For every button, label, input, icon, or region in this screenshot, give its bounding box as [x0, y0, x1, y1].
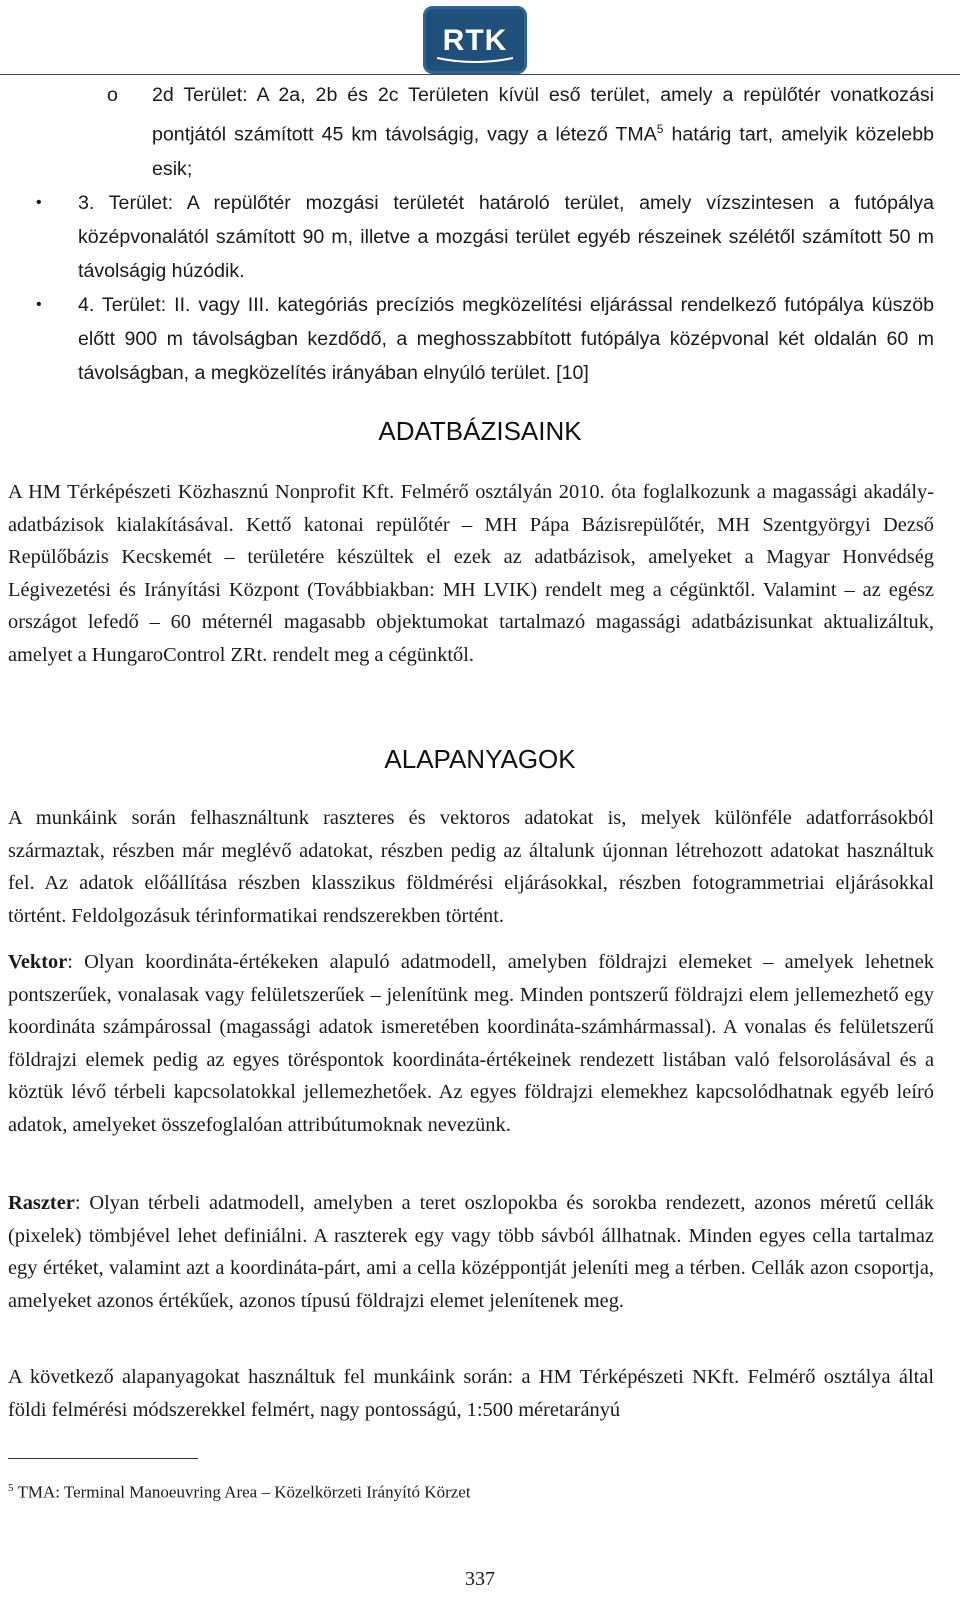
term-vector: Vektor — [8, 951, 68, 973]
paragraph-raster — [8, 1187, 934, 1317]
list-marker-o: o — [107, 84, 118, 106]
footnote-text: TMA: Terminal Manoeuvring Area – Közelkörzeti Irányító Körzet — [17, 1482, 471, 1502]
area-list — [0, 78, 960, 390]
svg-text:RTK: RTK — [442, 24, 508, 57]
paragraph-materials-intro: A munkáink során felhasználtunk raszteres és vektoros adatokat is, melyek különféle adatforrásokból származtak, részben már meglévő adatokat, részben pedig az általunk újonnan létrehozott adatokat használtuk fel. Az adatok előállítása részben klasszikus földmérési eljárásokkal, részben fotogrammetriai eljárásokkal történt. Feldolgozásuk térinformatikai rendszerekben történt. — [8, 807, 934, 927]
section-heading-databases: ADATBÁZISAINK — [378, 416, 582, 446]
rtk-logo-mark — [423, 6, 527, 74]
list-item-text: 4. Terület: II. vagy III. kategóriás precíziós megközelítési eljárással rendelkező futópálya küszöb előtt 900 m távolságban kezdődő, a meghosszabbított futópálya középvonal két oldalán 60 m távolságban, a megközelítés irányában elnyúló terület. [10] — [78, 293, 934, 384]
bullet-icon: • — [36, 193, 42, 211]
paragraph-materials-list: A következő alapanyagokat használtuk fel munkáink során: a HM Térképészeti NKft. Felmérő osztálya által földi felmérési módszerekkel felmért, nagy pontosságú, 1:500 méretarányú — [8, 1366, 934, 1421]
paragraph-databases: A HM Térképészeti Közhasznú Nonprofit Kft. Felmérő osztályán 2010. óta foglalkozunk a magassági akadály-adatbázisok kialakításával. Kettő katonai repülőtér – MH Pápa Bázisrepülőtér, MH Szentgyörgyi Dezső Repülőbázis Kecskemét – területére készültek el ezek az adatbázisok, amelyeket a Magyar Honvédség Légivezetési és Irányítási Központ (Továbbiakban: MH LVIK) rendelt meg a cégünktől. Valamint – az egész országot lefedő – 60 méternél magasabb objektumokat tartalmazó magassági adatbázisunkat aktualizáltuk, amelyet a HungaroControl ZRt. rendelt meg a cégünktől. — [8, 481, 934, 666]
footnote-number: 5 — [8, 1482, 14, 1494]
definition-vector: : Olyan koordináta-értékeken alapuló adatmodell, amelyben földrajzi elemeket – amelyek lehetnek pontszerűek, vonalasak vagy felületszerűek – jelenítünk meg. Minden pontszerű földrajzi elem jellemezhető egy koordináta számpárossal (magassági adatok ismeretében koordináta-számhármassal). A vonalas és felületszerű földrajzi elemek pedig az egyes töréspontok koordináta-értékeinek rendezett listában való felsorolásával és a köztük lévő térbeli kapcsolatokkal jellemezhetőek. Az egyes földrajzi elemekhez kapcsolódhatnak egyéb leíró adatok, amelyeket összefoglalóan attribútumoknak nevezünk. — [8, 951, 934, 1136]
definition-raster: : Olyan térbeli adatmodell, amelyben a teret oszlopokba és sorokba rendezett, azonos méretű cellák (pixelek) tömbjével lehet definiálni. A raszterek egy vagy több sávból állhatnak. Minden egyes cella tartalmaz egy értéket, valamint azt a koordináta-párt, ami a cella középpontját jeleníti meg a térben. Cellák azon csoportja, amelyeket azonos értékűek, azonos típusú földrajzi elemet jelenítenek meg. — [8, 1192, 934, 1312]
list-item-text-cont: határig tart, amelyik közelebb esik; — [152, 123, 934, 180]
section-heading-materials: ALAPANYAGOK — [384, 744, 576, 774]
header-rule — [0, 74, 960, 75]
term-raster: Raszter — [8, 1192, 75, 1214]
page-number: 337 — [465, 1568, 495, 1590]
rtk-logo — [423, 6, 527, 74]
footnote-rule — [8, 1458, 198, 1459]
footnote-ref: 5 — [656, 122, 664, 136]
list-item-text: 3. Terület: A repülőtér mozgási területét határoló terület, amely vízszintesen a futópálya középvonalától számított 90 m, illetve a mozgási terület egyéb részeinek szélétől számított 50 m távolságig húzódik. — [78, 191, 934, 282]
list-item-text: 2d Terület: A 2a, 2b és 2c Területen kívül eső terület, amely a repülőtér vonatkozási pontjától számított 45 km távolságig, vagy a létező TMA — [152, 84, 934, 146]
paragraph-vector — [8, 946, 934, 1142]
footnote — [8, 1476, 471, 1505]
bullet-icon: • — [36, 295, 42, 313]
list-item — [36, 186, 934, 288]
list-item — [107, 78, 934, 186]
list-item — [36, 288, 934, 390]
